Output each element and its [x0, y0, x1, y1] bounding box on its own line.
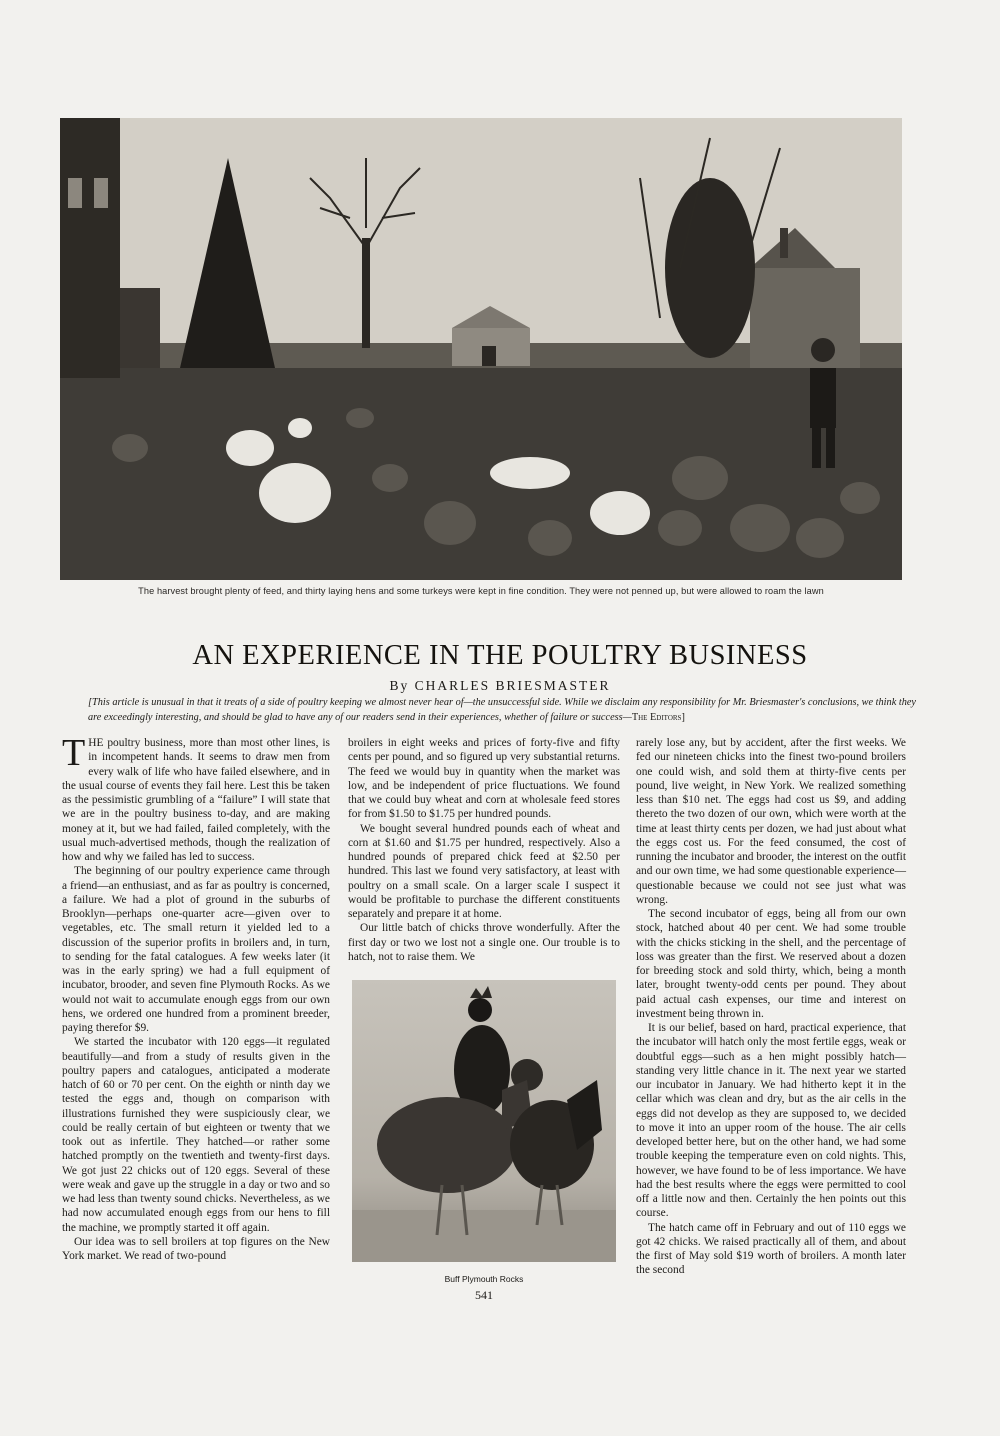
mid-photo-caption: Buff Plymouth Rocks — [444, 1274, 524, 1284]
paragraph: The beginning of our poultry experience came through a friend—an enthusiast, and as far as poultry is concerned, a failure. We had a plot of ground in the suburbs of Brooklyn—perhaps one-quarter acre—given over to vegetables, etc. The small return it yielded led to a discussion of the superior profits in broilers and, in turn, to sending for the fatal catalogues. A few weeks later (it was in the early spring) we had a full equipment of incubator, brooder, and seven fine Plymouth Rocks. As we would not wait to accumulate enough eggs from our own hens, we ordered one hundred from a prominent breeder, paying therefor $9. — [62, 865, 330, 1034]
article-title: AN EXPERIENCE IN THE POULTRY BUSINESS — [192, 640, 808, 671]
farmyard-photo — [60, 118, 902, 580]
paragraph: It is our belief, based on hard, practical experience, that the incubator will hatch only the most fertile eggs, weak or doubtful eggs—such as a hen might possibly hatch—standing very little chance in it. The next year we started our incubator in January. We had hitherto kept it in the cellar which was clean and dry, but as the air cells in the eggs did not develop as they are supposed to, we decided to move it into an upper room of the house. The air cells developed better here, but on the other hand, we had some trouble keeping the temperature even on cold nights. This, however, we have found to be of less importance. We have had the best results where the eggs were permitted to cool off a little now and then. Certainly the hen points out this course. — [636, 1022, 906, 1220]
page-number: 541 — [475, 1288, 493, 1302]
author-name: CHARLES BRIESMASTER — [414, 678, 611, 693]
paragraph: The second incubator of eggs, being all from our own stock, hatched about 40 per cent. We had some trouble with the chicks sticking in the shell, and the percentage of loss was greater than the first. We reserved about a dozen for breeding stock and sold thirty, which, being a month later, brought twenty-odd cents per pound. They about paid actual cash expenses, our time and interest on investment being thrown in. — [636, 908, 906, 1020]
top-photo-caption: The harvest brought plenty of feed, and thirty laying hens and some turkeys were kept in fine condition. They were not penned up, but were allowed to roam the lawn — [138, 586, 824, 596]
paragraph: The hatch came off in February and out of 110 eggs we got 42 chicks. We raised practically all of them, and about the first of May sold $19 worth of broilers. A month later the second — [636, 1221, 906, 1277]
editor-signature: The Editors] — [631, 711, 685, 723]
article-column-3 — [636, 736, 906, 1278]
paragraph: rarely lose any, but by accident, after the first weeks. We fed our nineteen chicks into the finest two-pound broilers one could wish, and sold them at thirty-five cents per pound, live weight, in New York. We realized something less than $10 net. The eggs had cost us $9, and adding thereto the two dozen of our own, which were worth at the time at least thirty cents per dozen, we had just about what the eggs cost us. For the feed consumed, the cost of running the incubator and brooder, the interest on the outfit and our own time, we had some questionable experience—questionable because we could not see just what was wrong. — [636, 737, 906, 906]
article-column-2 — [348, 736, 620, 964]
paragraph: Our idea was to sell broilers at top figures on the New York market. We read of two-pound — [62, 1235, 330, 1262]
article-column-1 — [62, 732, 330, 1263]
byline — [60, 678, 940, 694]
paragraph-text: HE poultry business, more than most other lines, is in incompetent hands. It seems to draw men from every walk of life who have failed elsewhere, and in the usual course of events they fail here. Lest this be taken as the pessimistic grumbling of a “failure” I will state that we are in the poultry business to-day, and are making money at it, but we had failed, failed completely, with the usual much-advertised methods, though the realization of how and why we failed has led to success. — [62, 737, 330, 863]
paragraph: We bought several hundred pounds each of wheat and corn at $1.60 and $1.75 per hundred, respectively. Also a hundred pounds of prepared chick feed at $2.50 per hundred. This last we found very satisfactory, at least with poultry on a small scale. On a larger scale I suspect it would be profitable to purchase the different constituents separately and prepare it at home. — [348, 822, 620, 920]
paragraph: broilers in eight weeks and prices of forty-five and fifty cents per pound, and so figured up very substantial returns. The feed we would buy in quantity when the market was low, and be independent of price fluctuations. We found that we could buy wheat and corn at wholesale feed stores for from $1.50 to $1.75 per hundred pounds. — [348, 737, 620, 821]
editor-note-text: [This article is unusual in that it treats of a side of poultry keeping we almost never hear of—the unsuccessful side. While we disclaim any responsibility for Mr. Briesmaster's conclusions, we think they are exceedingly interesting, and should be glad to have any of our readers send in their experiences, whether of failure or success— — [88, 697, 916, 723]
paragraph: Our little batch of chicks throve wonderfully. After the first day or two we lost not a single one. Our trouble is to hatch, not to raise them. We — [348, 922, 620, 963]
drop-cap: T — [62, 732, 86, 774]
plymouth-rocks-photo — [352, 980, 616, 1262]
byline-prefix: By — [389, 678, 410, 693]
paragraph: We started the incubator with 120 eggs—it regulated beautifully—and from a study of results given in the poultry papers and catalogues, anticipated a moderate hatch of 60 or 70 per cent. On the eighth or ninth day we tested the eggs and, though on comparison with illustrations furnished they were suspiciously clear, we could be really certain of but eighteen or twenty that we took out as infertile. They hatched—or rather some hatched promptly on the twentieth and twenty-first days. We got just 22 chicks out of 120 eggs. Several of these were weak and gave up the struggle in a day or two and so we had less than twenty sound chicks. Nevertheless, as we had now accumulated enough eggs from our hens to fill the machine, we promptly started it off again. — [62, 1036, 330, 1234]
editor-note — [88, 696, 916, 725]
paragraph — [62, 732, 330, 864]
